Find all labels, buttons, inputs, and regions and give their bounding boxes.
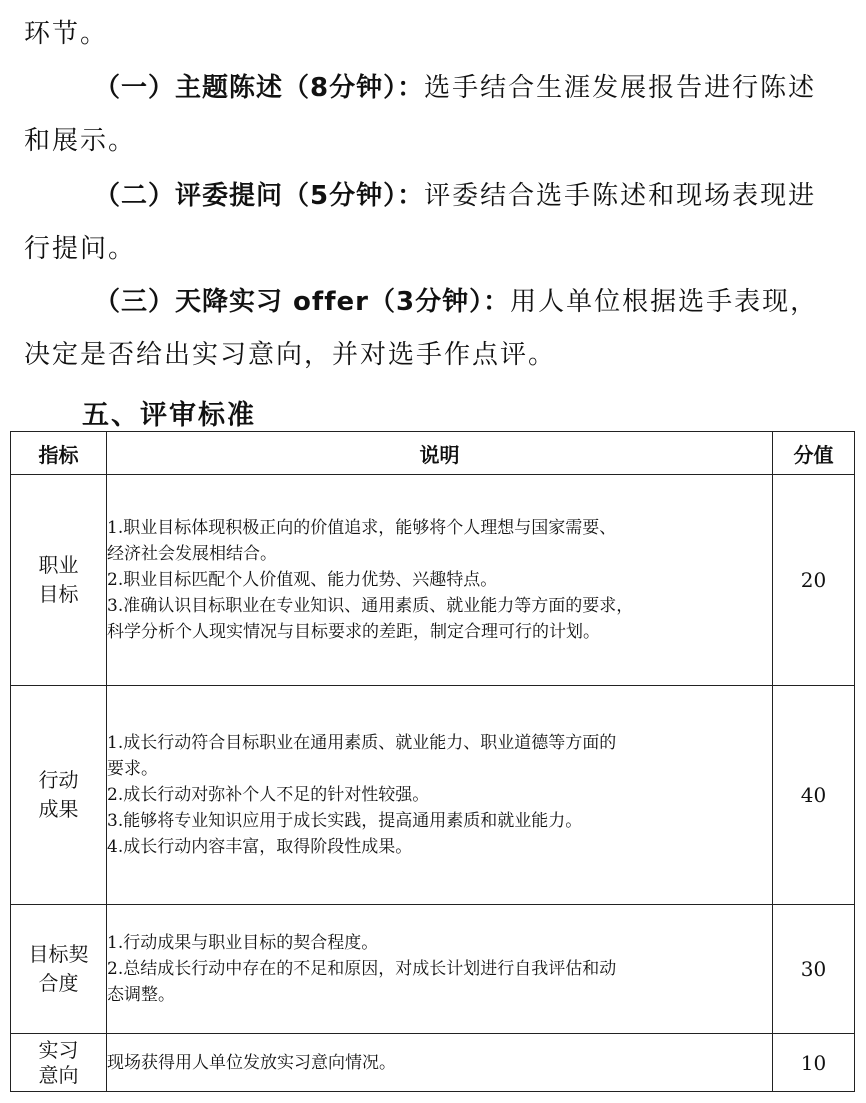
description-line: 1.成长行动符合目标职业在通用素质、就业能力、职业道德等方面的: [107, 733, 617, 753]
description-line: 现场获得用人单位发放实习意向情况。: [107, 1052, 396, 1073]
section-title: 五、评审标准: [82, 400, 256, 431]
intro-item-1-text: 选手结合生涯发展报告进行陈述和展示。: [24, 73, 817, 156]
description-line: 2.总结成长行动中存在的不足和原因，对成长计划进行自我评估和动: [107, 959, 617, 979]
description-cell: [107, 475, 773, 686]
header-description: 说明: [107, 432, 773, 475]
intro-item-1: [24, 62, 844, 168]
score-cell: 30: [773, 905, 855, 1034]
intro-item-2-text: 评委结合选手陈述和现场表现进行提问。: [24, 181, 817, 264]
criteria-table: [10, 431, 855, 1092]
description-line: 3.准确认识目标职业在专业知识、通用素质、就业能力等方面的要求，: [107, 596, 634, 616]
intro-item-3-text: 用人单位根据选手表现，决定是否给出实习意向，并对选手作点评。: [24, 287, 819, 370]
indicator-line: 合度: [38, 971, 79, 995]
intro-item-1-lead: （一）主题陈述（8分钟）：: [94, 73, 425, 103]
description-line: 1.行动成果与职业目标的契合程度。: [107, 933, 379, 953]
table-row: [11, 1034, 855, 1092]
indicator-line: 职业: [38, 553, 79, 577]
table-row: [11, 686, 855, 905]
header-score: 分值: [773, 432, 855, 475]
intro-item-3-lead: （三）天降实习 offer（3分钟）：: [94, 287, 511, 317]
indicator-line: 意向: [38, 1062, 79, 1087]
description-cell: [107, 1034, 773, 1092]
description-line: 2.职业目标匹配个人价值观、能力优势、兴趣特点。: [107, 570, 498, 590]
description-cell: [107, 905, 773, 1034]
intro-item-2-lead: （二）评委提问（5分钟）：: [94, 181, 425, 211]
indicator-line: 实习: [38, 1037, 79, 1062]
description-line: 态调整。: [107, 985, 175, 1005]
score-cell: 40: [773, 686, 855, 905]
intro-fragment: 环节。: [24, 19, 109, 49]
description-line: 4.成长行动内容丰富，取得阶段性成果。: [107, 837, 413, 857]
table-row: [11, 905, 855, 1034]
indicator-line: 行动: [38, 768, 79, 792]
intro-item-2: [24, 170, 844, 276]
indicator-cell: [11, 475, 107, 686]
description-line: 3.能够将专业知识应用于成长实践，提高通用素质和就业能力。: [107, 811, 583, 831]
table-header-row: [11, 432, 855, 475]
description-line: 1.职业目标体现积极正向的价值追求，能够将个人理想与国家需要、: [107, 518, 617, 538]
indicator-line: 目标契: [28, 942, 89, 966]
indicator-cell: [11, 905, 107, 1034]
indicator-line: 目标: [38, 582, 79, 606]
table-row: [11, 475, 855, 686]
indicator-cell: [11, 686, 107, 905]
indicator-line: 成果: [38, 797, 79, 821]
description-line: 2.成长行动对弥补个人不足的针对性较强。: [107, 785, 430, 805]
description-line: 经济社会发展相结合。: [107, 544, 277, 564]
score-cell: 20: [773, 475, 855, 686]
score-cell: 10: [773, 1034, 855, 1092]
indicator-cell: [11, 1034, 107, 1092]
description-cell: [107, 686, 773, 905]
intro-item-3: [24, 276, 844, 382]
header-indicator: 指标: [11, 432, 107, 475]
description-line: 科学分析个人现实情况与目标要求的差距，制定合理可行的计划。: [107, 622, 600, 642]
description-line: 要求。: [107, 759, 158, 779]
